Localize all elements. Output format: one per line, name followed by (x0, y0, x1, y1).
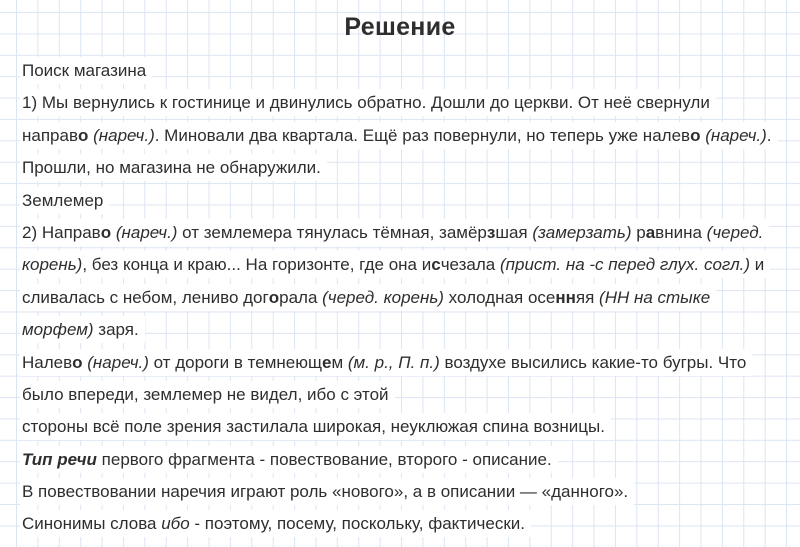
text-run: внина (655, 222, 707, 242)
text-run: о (78, 125, 89, 145)
text-run: Тип речи (22, 449, 97, 469)
text-run: яя (575, 287, 600, 307)
text-line-11 (22, 379, 800, 411)
text-line-6 (22, 217, 800, 249)
text-run: чезала (440, 255, 500, 275)
text-run: стороны всё поле зрения застилала широкая, неуклюжая спина возницы. (22, 417, 605, 437)
text-run: з (486, 222, 496, 242)
text-run: направ (22, 125, 78, 145)
text-run: первого фрагмента - повествование, второго - описание. (96, 449, 552, 469)
text-run: корень) (22, 255, 83, 275)
text-run: (м. р., П. п.) (347, 352, 440, 372)
text-line-10 (22, 347, 800, 379)
text-run: ибо (161, 514, 190, 534)
text-run: шая (495, 222, 533, 242)
text-line-background (20, 251, 770, 278)
text-run: рала (279, 287, 323, 307)
text-line-background (20, 187, 109, 214)
text-run: Синонимы слова (22, 514, 162, 534)
text-run: (НН на стыке (599, 287, 711, 307)
text-run: - поэтому, посему, поскольку, фактически. (189, 514, 526, 534)
text-line-background (20, 446, 558, 473)
text-run: с (431, 255, 441, 275)
text-line-background (20, 381, 395, 408)
text-run: . Миновали два квартала. Ещё раз повернули, но теперь уже налев (154, 125, 691, 145)
text-line-background (20, 219, 769, 246)
text-line-background (20, 349, 752, 376)
text-line-5 (22, 185, 800, 217)
text-line-4 (22, 152, 800, 184)
text-run: от дороги в темнеющ (148, 352, 322, 372)
text-run: (нареч.) (705, 125, 767, 145)
text-run: Поиск магазина (22, 61, 147, 80)
text-line-1 (22, 55, 800, 87)
text-line-2 (22, 87, 800, 119)
text-run: м (331, 352, 348, 372)
text-run: (замерзать) (532, 222, 632, 242)
text-run: . (766, 125, 772, 145)
solution-body (22, 55, 800, 541)
text-run: В повествовании наречия играют роль «нового», а в описании — «данного». (22, 482, 629, 502)
text-run: (черед. (706, 222, 764, 242)
text-run: (нареч.) (115, 222, 178, 242)
text-line-background (20, 510, 531, 537)
text-run: заря. (93, 320, 139, 340)
text-line-15 (22, 508, 800, 540)
text-line-8 (22, 282, 800, 314)
text-run: сливалась с небом, лениво дог (22, 287, 269, 307)
text-run: Налев (22, 352, 73, 372)
text-run: (прист. на -с перед глух. согл.) (500, 255, 751, 275)
text-run: от землемера тянулась тёмная, замёр (177, 222, 487, 242)
text-run: Прошли, но магазина не обнаружили. (22, 158, 321, 178)
text-line-background (20, 154, 327, 181)
text-run: холодная осе (443, 287, 556, 307)
text-run: о (690, 125, 701, 145)
text-line-background (20, 413, 611, 440)
text-line-9 (22, 314, 800, 346)
text-line-12 (22, 411, 800, 443)
text-run: а (645, 222, 656, 242)
text-run: е (321, 352, 332, 372)
text-line-13 (22, 444, 800, 476)
text-line-7 (22, 249, 800, 281)
text-line-background (20, 57, 152, 84)
text-line-background (20, 284, 716, 311)
text-run: морфем) (22, 320, 94, 340)
text-run: Землемер (22, 190, 104, 210)
text-run: , без конца и краю... На горизонте, где она и (82, 255, 432, 275)
text-run: (нареч.) (87, 352, 149, 372)
text-run: 1) Мы вернулись к гостинице и двинулись обратно. Дошли до церкви. От неё свернули (22, 93, 710, 113)
text-run: о (100, 222, 112, 242)
text-line-14 (22, 476, 800, 508)
text-line-background (20, 478, 634, 505)
text-line-background (20, 89, 716, 116)
page-title: Решение (344, 13, 456, 41)
text-line-background (20, 316, 145, 343)
text-run: 2) Направ (22, 222, 101, 242)
text-run: (нареч.) (93, 125, 155, 145)
text-run: воздухе высились какие-то бугры. Что (439, 352, 747, 372)
text-run: и (750, 255, 765, 275)
text-run: (черед. корень) (322, 287, 444, 307)
text-line-background (20, 122, 778, 149)
text-run: о (72, 352, 83, 372)
text-run: нн (555, 287, 576, 307)
text-run: о (268, 287, 280, 307)
text-run: р (631, 222, 646, 242)
text-run: было впереди, землемер не видел, ибо с этой (22, 384, 389, 404)
text-line-3 (22, 120, 800, 152)
